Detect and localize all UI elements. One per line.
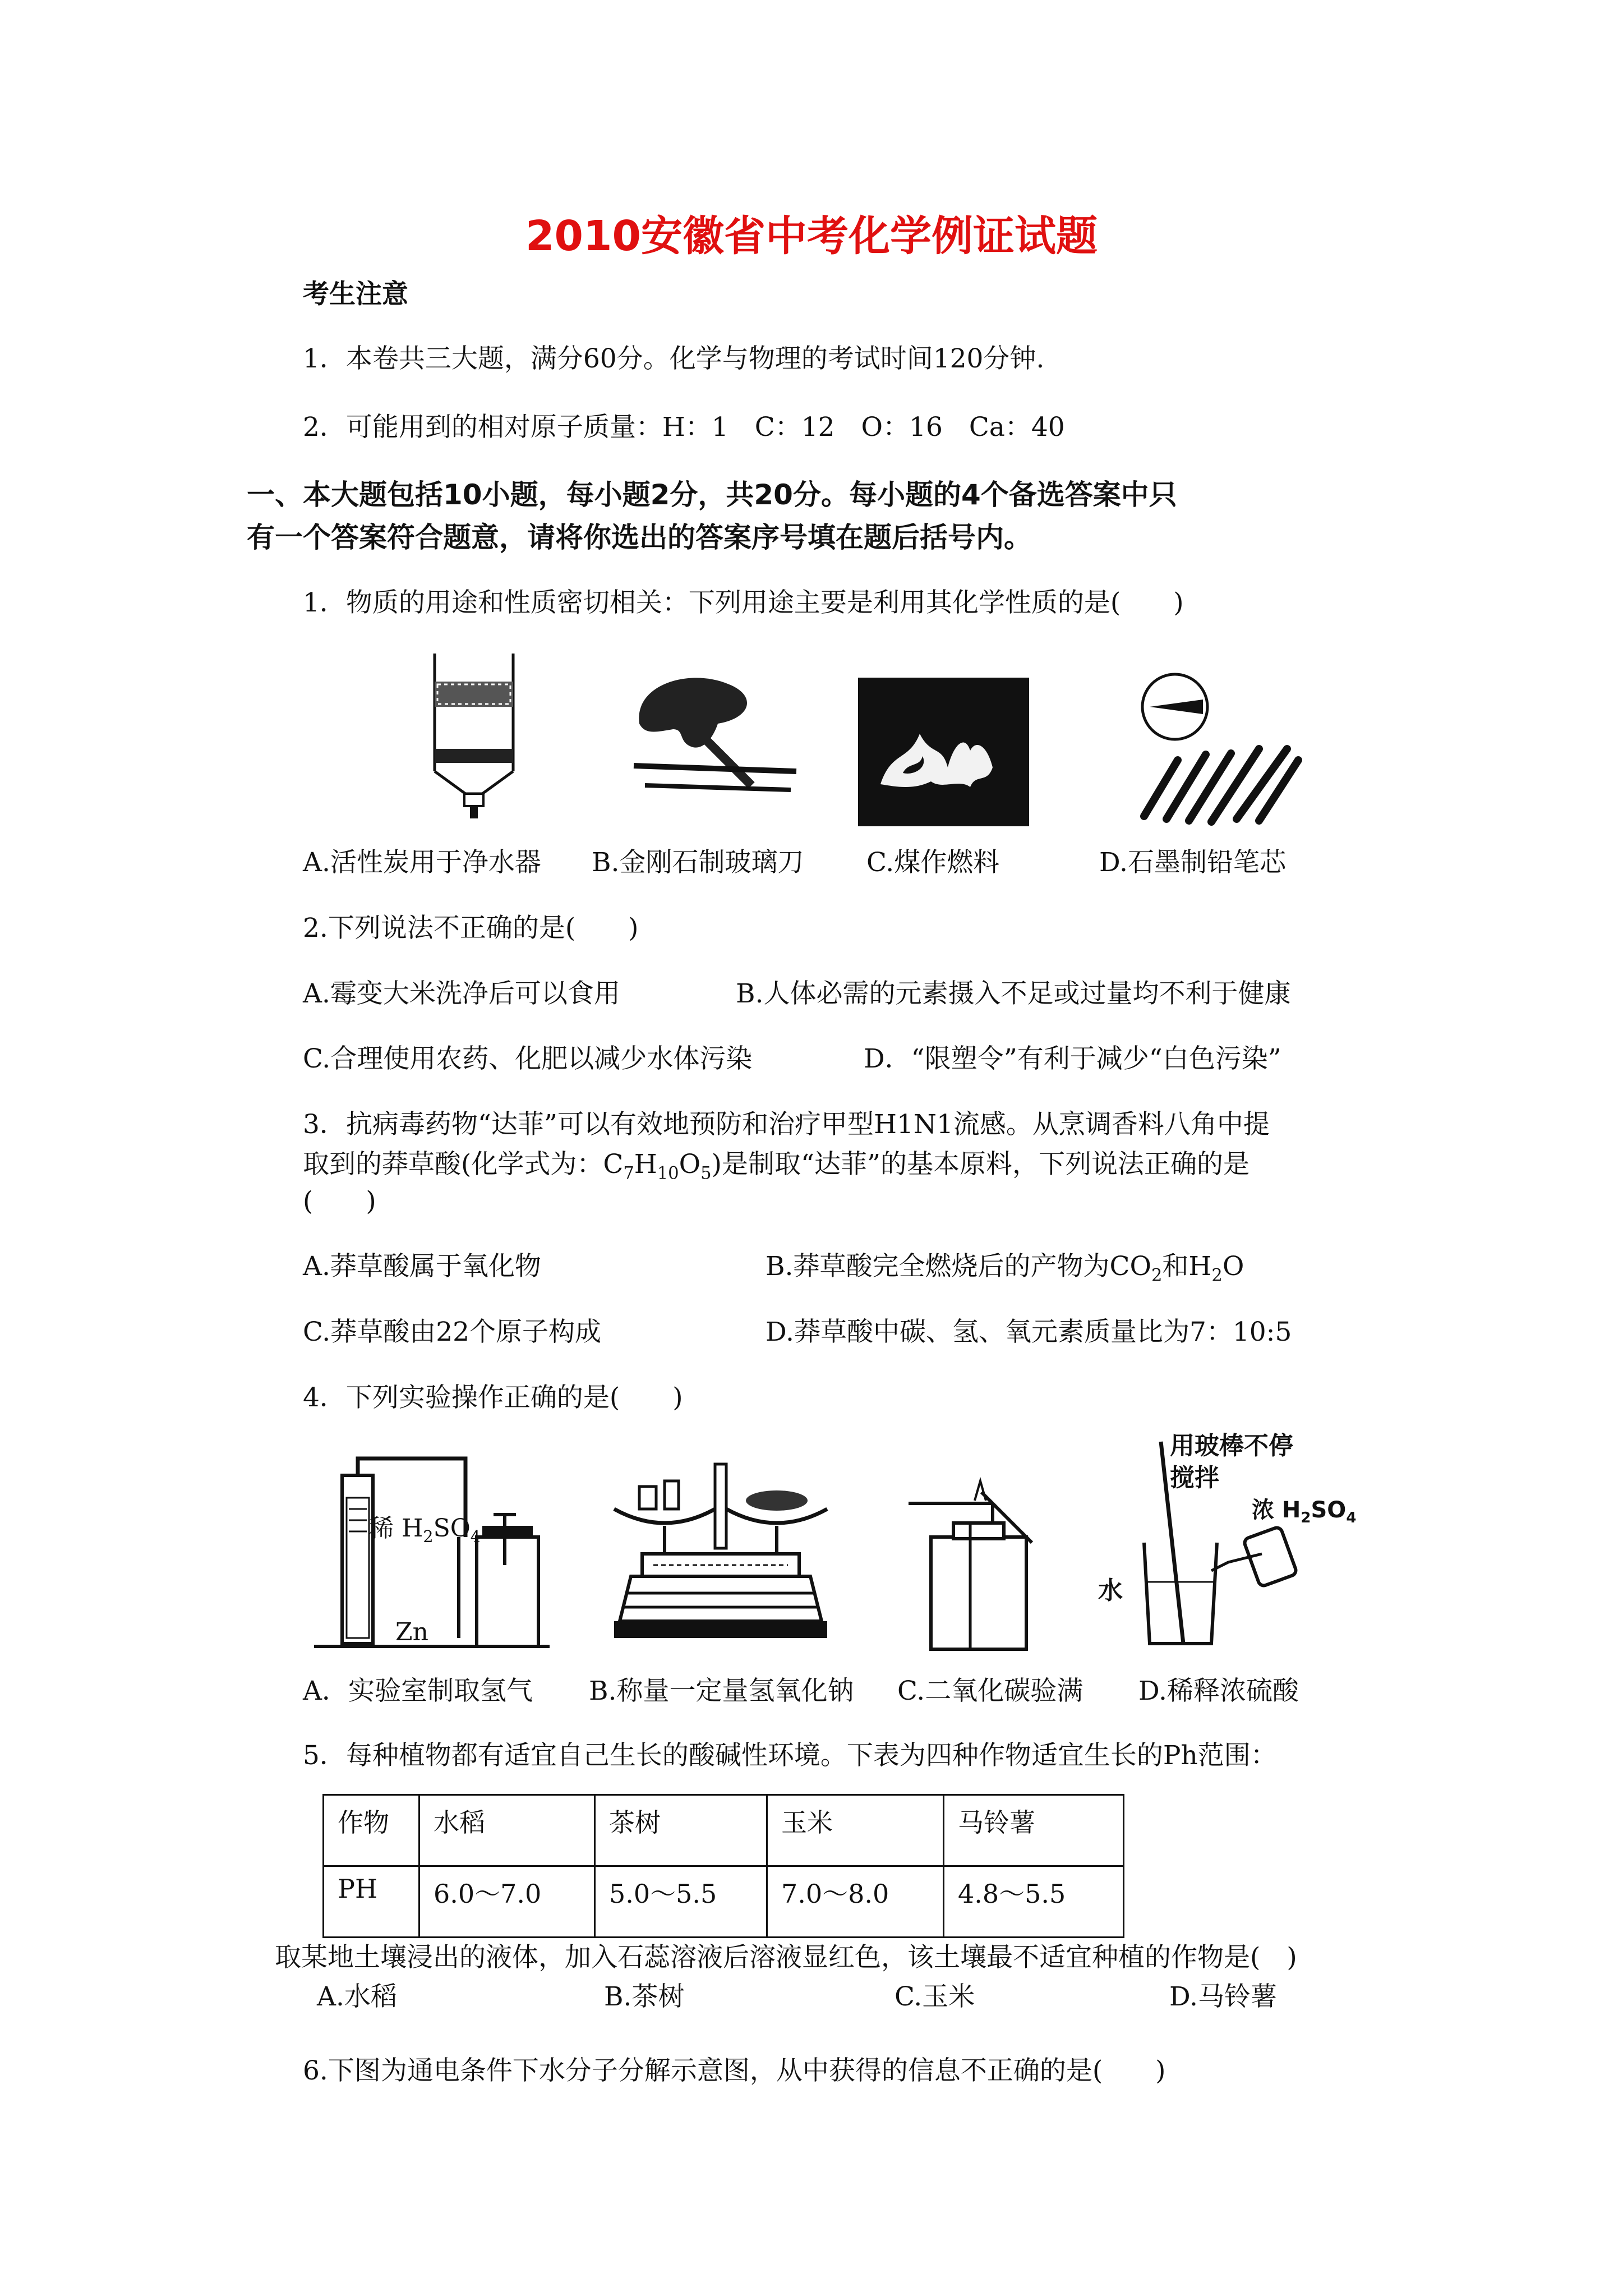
q2-option-b: B.人体必需的元素摄入不足或过量均不利于健康 bbox=[736, 978, 1291, 1009]
hydrogen-generator-figure bbox=[314, 1453, 550, 1655]
table-cell: 玉米 bbox=[767, 1795, 944, 1866]
section1-line2: 有一个答案符合题意，请将你选出的答案序号填在题后括号内。 bbox=[247, 521, 1032, 554]
q3-option-a: A.莽草酸属于氧化物 bbox=[303, 1251, 541, 1282]
q4-option-b: B.称量一定量氢氧化钠 bbox=[589, 1676, 854, 1706]
notice-heading: 考生注意 bbox=[303, 279, 408, 310]
ph-range-table bbox=[322, 1794, 1124, 1938]
q3-line1: 3．抗病毒药物“达菲”可以有效地预防和治疗甲型H1N1流感。从烹调香料八角中提 bbox=[303, 1109, 1270, 1140]
table-cell: 水稻 bbox=[419, 1795, 595, 1866]
table-cell: 6.0～7.0 bbox=[419, 1866, 595, 1938]
q5-option-c: C.玉米 bbox=[895, 1981, 975, 2012]
notice-item-2: 2．可能用到的相对原子质量：H：1 C：12 O：16 Ca：40 bbox=[303, 412, 1065, 443]
q5-option-d: D.马铃薯 bbox=[1169, 1981, 1277, 2012]
q3-option-b: B.莽草酸完全燃烧后的产物为$CO_2$和$H_2O$ bbox=[766, 1251, 1244, 1286]
table-header-row bbox=[324, 1795, 1124, 1866]
q1-option-c: C.煤作燃料 bbox=[866, 847, 1000, 878]
water-filter-figure bbox=[426, 654, 522, 822]
coal-fire-figure bbox=[858, 678, 1029, 826]
q2-stem: 2.下列说法不正确的是( ) bbox=[303, 913, 639, 944]
q2-option-c: C.合理使用农药、化肥以减少水体污染 bbox=[303, 1043, 753, 1074]
q3-line2: 取到的莽草酸(化学式为：$C_7H_{10}O_5$)是制取“达菲”的基本原料，下列说法正确的是 bbox=[303, 1149, 1250, 1184]
pencil-lead-figure bbox=[1127, 670, 1307, 833]
zinc-label: Zn bbox=[395, 1618, 428, 1646]
table-cell: 作物 bbox=[324, 1795, 419, 1866]
q2-option-a: A.霉变大米洗净后可以食用 bbox=[303, 978, 620, 1009]
notice-item-1: 1．本卷共三大题，满分60分。化学与物理的考试时间120分钟. bbox=[303, 343, 1045, 374]
q3-option-d: D.莽草酸中碳、氢、氧元素质量比为7：10:5 bbox=[766, 1317, 1292, 1347]
table-cell: PH bbox=[324, 1866, 419, 1938]
q4-option-a: A．实验室制取氢气 bbox=[303, 1676, 533, 1706]
water-label: 水 bbox=[1098, 1576, 1123, 1605]
co2-test-figure bbox=[909, 1470, 1054, 1655]
table-cell: 茶树 bbox=[595, 1795, 767, 1866]
q3-line3: ( ) bbox=[303, 1186, 376, 1217]
q4-stem: 4．下列实验操作正确的是( ) bbox=[303, 1382, 683, 1413]
q1-option-a: A.活性炭用于净水器 bbox=[303, 847, 541, 878]
table-cell: 马铃薯 bbox=[944, 1795, 1124, 1866]
q4-option-c: C.二氧化碳验满 bbox=[897, 1676, 1083, 1706]
q4-option-d: D.稀释浓硫酸 bbox=[1138, 1676, 1299, 1706]
balance-figure bbox=[608, 1453, 833, 1655]
q5-option-a: A.水稻 bbox=[317, 1981, 397, 2012]
stir-label-1: 用玻棒不停 bbox=[1170, 1432, 1293, 1460]
glass-cutter-figure bbox=[623, 662, 802, 808]
acid-dilution-figure bbox=[1133, 1436, 1346, 1655]
q1-option-b: B.金刚石制玻璃刀 bbox=[592, 847, 804, 878]
conc-sulfuric-acid-label: 浓 $H_2SO_4$ bbox=[1252, 1497, 1357, 1526]
table-cell: 4.8～5.5 bbox=[944, 1866, 1124, 1938]
q5-stem: 5．每种植物都有适宜自己生长的酸碱性环境。下表为四种作物适宜生长的Ph范围： bbox=[303, 1740, 1277, 1771]
page-title: 2010安徽省中考化学例证试题 bbox=[525, 212, 1098, 260]
q2-option-d: D．“限塑令”有利于减少“白色污染” bbox=[864, 1043, 1281, 1074]
stir-label-2: 搅拌 bbox=[1170, 1464, 1219, 1492]
table-row bbox=[324, 1866, 1124, 1938]
q5-follow: 取某地土壤浸出的液体，加入石蕊溶液后溶液显红色，该土壤最不适宜种植的作物是( ) bbox=[275, 1942, 1297, 1973]
q6-stem: 6.下图为通电条件下水分子分解示意图，从中获得的信息不正确的是( ) bbox=[303, 2055, 1166, 2086]
section1-line1: 一、本大题包括10小题，每小题2分，共20分。每小题的4个备选答案中只 bbox=[247, 478, 1177, 511]
table-cell: 7.0～8.0 bbox=[767, 1866, 944, 1938]
dilute-sulfuric-acid-label: 稀 $H_2SO_4$ bbox=[369, 1514, 481, 1546]
q1-stem: 1．物质的用途和性质密切相关：下列用途主要是利用其化学性质的是( ) bbox=[303, 587, 1184, 618]
q5-option-b: B.茶树 bbox=[604, 1981, 685, 2012]
q3-option-c: C.莽草酸由22个原子构成 bbox=[303, 1317, 602, 1347]
table-cell: 5.0～5.5 bbox=[595, 1866, 767, 1938]
q1-option-d: D.石墨制铅笔芯 bbox=[1099, 847, 1286, 878]
